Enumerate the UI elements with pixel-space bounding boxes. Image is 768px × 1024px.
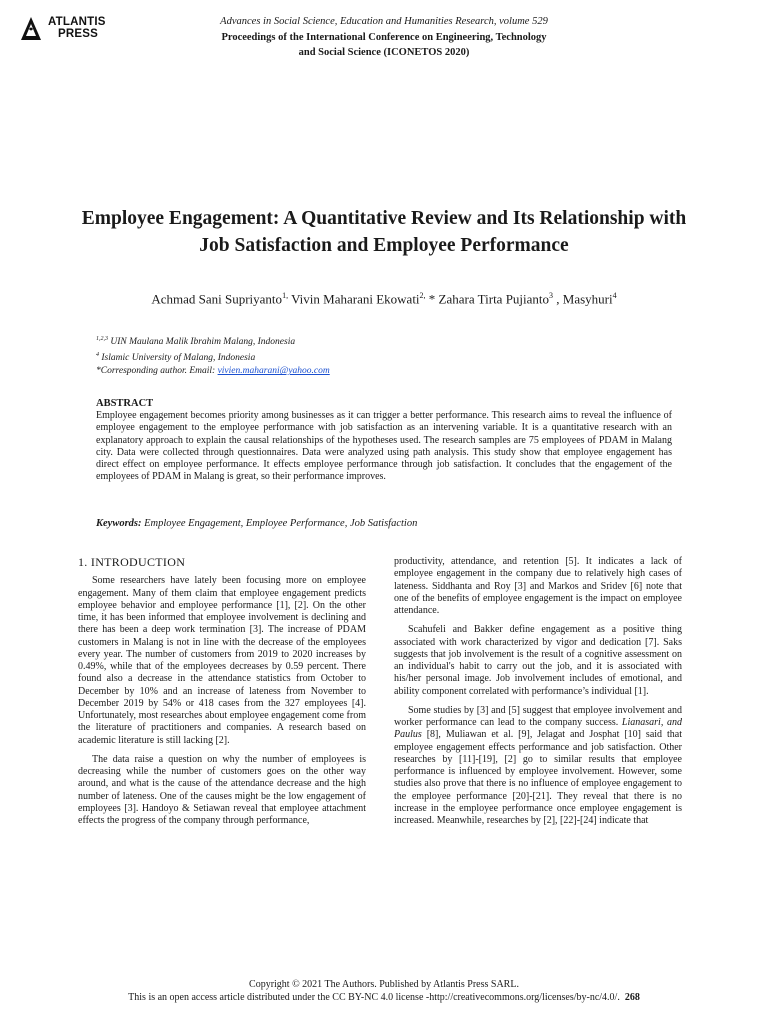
- intro-paragraph-1: Some researchers have lately been focusing more on employee engagement. Many of them claim that employee engagement predicts employee behavior and employee performance [1], [2]. On the other time, it has been informed that employee involvement is declining and there has been a deep work termination [3]. The increase of PDAM customers in Malang is not in line with the decrease of the employees every year. The number of customers from 2019 to 2020 increases by 0.49%, while that of the employees decreases by 0.59 percent. There found also a decrease in the attendance statistics from October to December by 10% and an increase of lateness from November to December 2019 by 54% or 418 cases from the 327 employees [4]. Unfortunately, most researches about employee engagement come from the literature of practitioners and companies. A research based on academic literature is still lacking [2].: [78, 575, 366, 746]
- series-title: Advances in Social Science, Education and Humanities Research, volume 529: [220, 16, 548, 27]
- page-header: [0, 14, 768, 61]
- affiliation-2-sup: 4: [96, 352, 99, 359]
- affiliation-1-sup: 1,2,3: [96, 336, 108, 342]
- author-2-sup: 2,: [419, 291, 426, 300]
- publisher-line1: ATLANTIS: [48, 16, 106, 28]
- corresponding-email-link[interactable]: vivien.maharani@yahoo.com: [217, 366, 330, 377]
- affiliations: [96, 333, 330, 378]
- keywords-text: Employee Engagement, Employee Performance, Job Satisfaction: [141, 518, 418, 529]
- proceedings-line2: and Social Science (ICONETOS 2020): [298, 47, 470, 58]
- author-4: , Masyhuri: [553, 291, 613, 307]
- abstract-heading: ABSTRACT: [96, 398, 154, 409]
- author-3-sup: 3: [549, 291, 554, 300]
- intro-paragraph-5-b: [8], Muliawan et al. [9], Jelagat and Josphat [10] said that employee engagement effects performance and job satisfaction. Other researches by [11]-[19], [2] go to similar results that employee performance is influenced by employee involvement. However, some studies also prove that there is no influence of employee engagement to the employee performance [20]-[21]. They reveal that there is no increase in the employee performance once employee engagement is increased. Meanwhile, researches by [2], [22]-[24] indicate that: [394, 729, 682, 826]
- intro-paragraph-5-authors: Lianasari, and Paulus: [394, 717, 682, 741]
- column-right: [394, 556, 682, 834]
- proceedings-line1: Proceedings of the International Conference on Engineering, Technology: [221, 31, 547, 43]
- paper-title: Employee Engagement: A Quantitative Review and Its Relationship with Job Satisfaction and Employee Performance: [81, 208, 687, 256]
- affiliation-1-text: UIN Maulana Malik Ibrahim Malang, Indonesia: [108, 337, 296, 348]
- intro-paragraph-4: Scahufeli and Bakker define engagement as a positive thing associated with work characterized by vigor and dedication [7]. Saks suggests that job involvement is the result of a cognitive assessment on an individual's habit to carry out the job, and it is associated with his/her personal image. Job involvement includes of emotional, and ability component correlated with performance’s individual [1].: [394, 624, 682, 697]
- affiliation-1: [96, 333, 330, 349]
- author-list: [95, 286, 673, 308]
- license-text: This is an open access article distributed under the CC BY-NC 4.0 license -http://creativecommons.org/licenses/by-nc/4.0/.: [128, 992, 620, 1003]
- intro-paragraph-3: productivity, attendance, and retention [5]. It indicates a lack of employee engagement in the company due to relatively high cases of lateness. Siddhanta and Roy [3] and Markos and Sridev [6] note that one of the benefits of employee engagement is the impact on employee attendance.: [394, 556, 682, 616]
- publisher-line2: PRESS: [58, 28, 98, 40]
- license-line: [0, 991, 768, 1004]
- author-1: Achmad Sani Supriyanto: [151, 291, 283, 307]
- intro-paragraph-2: The data raise a question on why the number of employees is decreasing while the number of customers goes on the other way around, and what is the cause of the attendance decrease and the high number of lateness. One of the causes might be the low engagement of employees [3]. Handoyo & Setiawan reveal that employee attachment effects the progress of the company through performance,: [78, 753, 366, 826]
- intro-paragraph-5: [394, 705, 682, 828]
- author-3: * Zahara Tirta Pujianto: [425, 291, 550, 307]
- intro-paragraph-5-a: Some studies by [3] and [5] suggest that employee involvement and worker performance can lead to the company success.: [394, 704, 682, 728]
- corresponding-prefix: *Corresponding author. Email:: [96, 366, 218, 377]
- column-left: [78, 556, 366, 834]
- author-2: Vivin Maharani Ekowati: [288, 291, 420, 307]
- author-1-sup: 1,: [282, 291, 289, 300]
- page-number: 268: [624, 992, 640, 1003]
- keywords: [96, 518, 417, 529]
- author-4-sup: 4: [612, 291, 617, 300]
- section-heading-introduction: 1. INTRODUCTION: [78, 555, 186, 569]
- copyright-line: Copyright © 2021 The Authors. Published by Atlantis Press SARL.: [249, 979, 519, 990]
- keywords-label: Keywords:: [96, 518, 142, 529]
- page-footer: [0, 978, 768, 1004]
- corresponding-author: [96, 365, 330, 378]
- affiliation-2-text: Islamic University of Malang, Indonesia: [99, 353, 256, 364]
- abstract-text: Employee engagement becomes priority among businesses as it can trigger a better performance. This research aims to reveal the influence of employee engagement to the employee performance with job satisfaction as an intervening variable. It is a quantitative research with an explanatory approach to explain the causal relationships of the hypotheses used. The research samples are 75 employees of PDAM in Malang city. Data were collected through questionnaires. Data were analyzed using path analysis. This study show that employee engagement has direct effect on employee performance. It effects employee performance through job satisfaction. It concludes that the engagement of the employees of PDAM in Malang is great, so their performance improves.: [96, 410, 672, 483]
- affiliation-2: [96, 349, 330, 365]
